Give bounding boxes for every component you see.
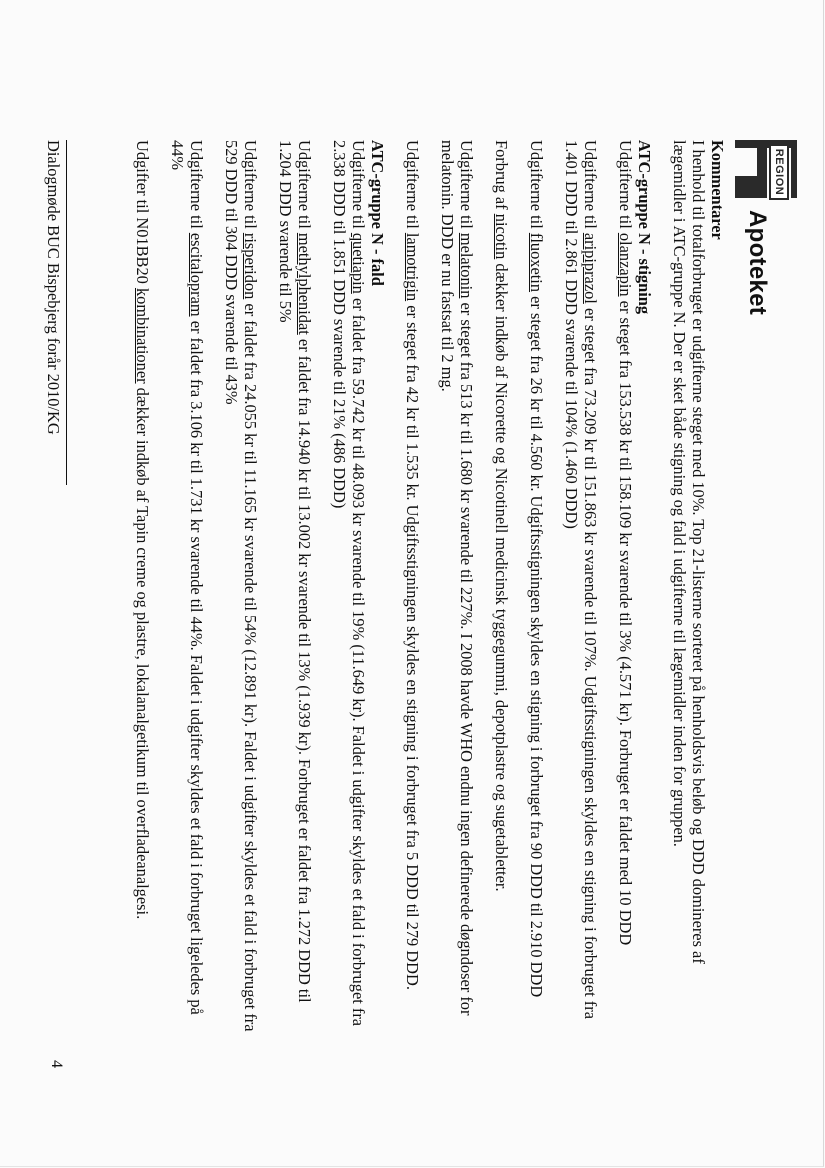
section-increase <box>403 140 654 1040</box>
paragraph-lead: Udgifterne til <box>349 140 368 233</box>
paragraph-text: er faldet fra 14.940 kr til 13.002 kr svarende til 13% (1.939 kr). Forbruget er faldet fra 1.272 DDD til 1.204 DDD svarende til 5% <box>276 140 314 1003</box>
section-decrease <box>133 140 387 1040</box>
paragraph-text: dækker indkøb af Tapin creme og plastre, lokalanalgetikum til overfladeanalgesi. <box>133 383 152 920</box>
paragraph-lead: Udgifterne til <box>403 140 422 233</box>
increase-heading: ATC-gruppe N - stigning <box>635 140 654 315</box>
paragraph-text: er steget fra 26 kr til 4.560 kr. Udgiftsstigningen skyldes en stigning i forbruget fra 90 DDD til 2.910 DDD <box>527 292 546 998</box>
drug-name: fluoxetin <box>527 232 546 293</box>
paragraph-lead: Udgifterne til <box>457 140 476 233</box>
paragraph-text: er steget fra 42 kr til 1.535 kr. Udgiftsstigningen skyldes en stigning i forbruget fra 5 DDD til 279 DDD. <box>403 301 422 990</box>
paragraph-text: er steget fra 513 kr til 1.680 kr svarende til 227%. I 2008 havde WHO endnu ingen definerede døgndoser for melatonin. DDD er nu fastsat til 2 mg. <box>438 140 476 1016</box>
drug-name: quetiapin <box>349 232 368 294</box>
region-logo <box>735 140 797 204</box>
drug-name: methylphenidat <box>295 232 314 335</box>
paragraph-text: er steget fra 73.209 kr til 151.863 kr svarende til 107%. Udgiftsstigningen skyldes en stigning i forbruget fra 1.401 DDD til 2.861 DDD svarende til 104% (1.460 DDD) <box>562 140 600 1019</box>
comments-heading: Kommentarer <box>708 140 727 240</box>
comments-text: I henhold til totalforbruget er udgifterne steget med 10%. Top 21-listerne sorteret på henholdsvis beløb og DDD domineres af lægemidler i ATC-gruppe N. Der er sket både stigning og fald i udgifterne til lægemidler inden for gruppen. <box>670 140 708 964</box>
paragraph-text: er faldet fra 3.106 kr til 1.731 kr svarende til 44%. Faldet i udgifter skyldes et fald i forbruget ligeledes på 44% <box>168 140 206 1015</box>
increase-paragraph <box>616 140 654 1040</box>
increase-paragraph <box>403 140 422 1040</box>
decrease-paragraph <box>330 140 387 1040</box>
paragraph-text: er faldet fra 24.055 kr til 11.165 kr svarende til 54% (12.891 kr). Faldet i udgifter skyldes et fald i forbruget fra 529 DDD til 304 DDD svarende til 43% <box>222 140 260 1032</box>
drug-name: olanzapin <box>616 232 635 297</box>
decrease-heading: ATC-gruppe N - fald <box>368 140 387 286</box>
footer-text: Dialogmøde BUC Bispebjerg forår 2010/KG <box>44 140 63 435</box>
drug-name: aripiprazol <box>581 232 600 304</box>
paragraph-lead: Udgifterne til <box>241 140 260 233</box>
comments-block <box>670 140 727 1040</box>
paragraph-lead: Udgifterne til <box>581 140 600 233</box>
decrease-paragraph <box>276 140 314 1040</box>
drug-name: risperidon <box>241 232 260 300</box>
drug-name: lamotrigin <box>403 232 422 302</box>
paragraph-text: er steget fra 153.538 kr til 158.109 kr svarende til 3% (4.571 kr). Forbruget er faldet med 10 DDD <box>616 296 635 946</box>
decrease-paragraph <box>168 140 206 1040</box>
paragraph-text: dækker indkøb af Nicorette og Nicotinell medicinsk tyggegummi, depotplastre og sugetabletter. <box>492 259 511 892</box>
decrease-paragraph <box>222 140 260 1040</box>
page-number: 4 <box>48 1060 65 1068</box>
paragraph-lead: Udgifterne til <box>527 140 546 233</box>
drug-name: escitalopram <box>187 232 206 317</box>
paragraph-lead: Udgifterne til <box>616 140 635 233</box>
increase-paragraph <box>492 140 511 1040</box>
document-body <box>117 140 727 1040</box>
paragraph-lead: Udgifterne til <box>295 140 314 233</box>
drug-name: melatonin <box>457 232 476 299</box>
drug-name: kombinationer <box>133 287 152 384</box>
footer-rule <box>66 140 67 485</box>
decrease-paragraph <box>133 140 152 1040</box>
paragraph-lead: Udgifterne til <box>187 140 206 233</box>
increase-paragraph <box>562 140 600 1040</box>
increase-paragraph <box>438 140 476 1040</box>
page-title: Apoteket <box>744 210 771 316</box>
page-header <box>729 140 807 1060</box>
drug-name: nicotin <box>492 213 511 260</box>
paragraph-lead: Forbrug af <box>492 140 511 214</box>
logo-badge: REGION <box>769 144 789 200</box>
increase-paragraph <box>527 140 546 1040</box>
paragraph-text: er faldet fra 59.742 kr til 48.093 kr svarende til 19% (11.649 kr). Faldet i udgifter skyldes et fald i forbruget fra 2.338 DDD til 1.851 DDD svarende til 21% (486 DDD) <box>330 140 368 1027</box>
paragraph-lead: Udgifter til N01BB20 <box>133 140 152 288</box>
